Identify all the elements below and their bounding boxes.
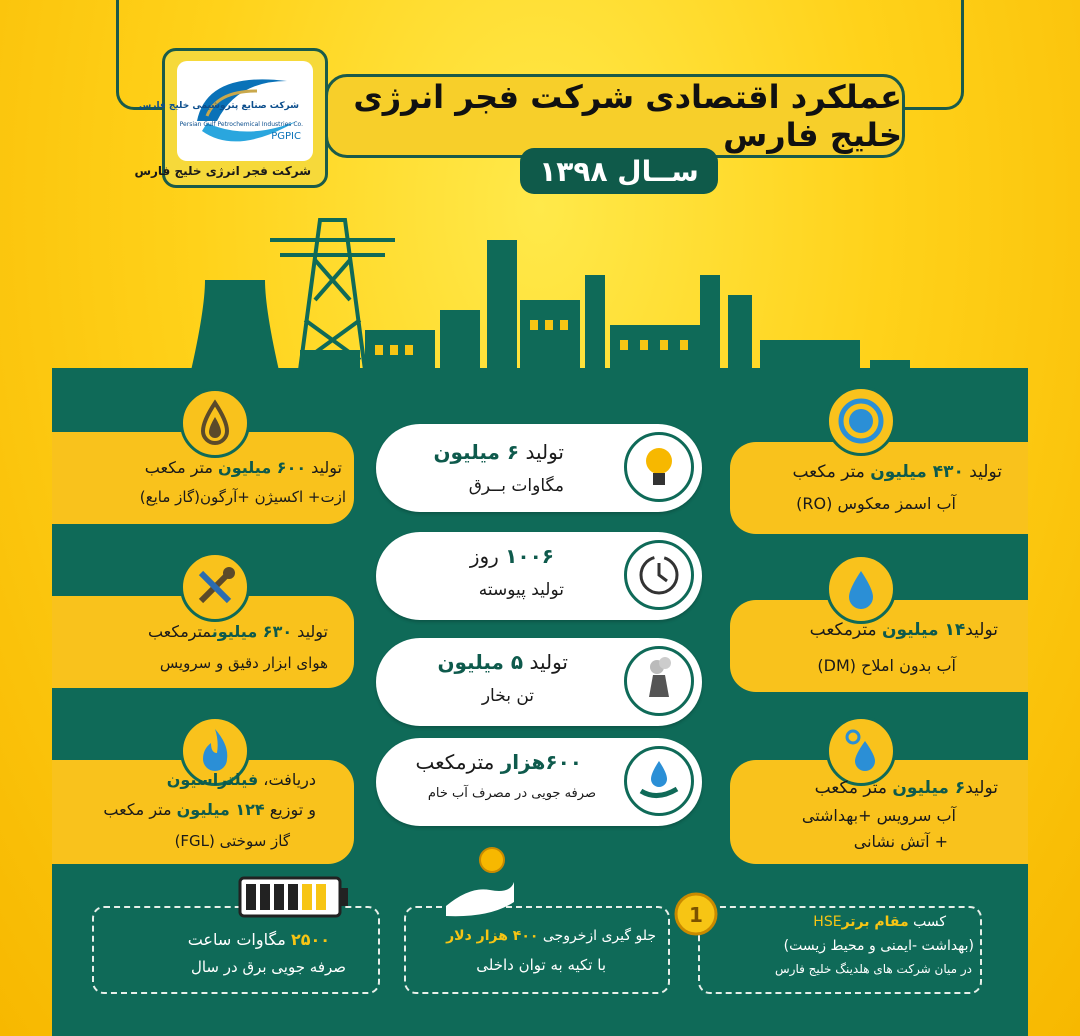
center-3-line1: [437, 650, 568, 674]
bottom-3-hse: HSE: [813, 914, 842, 930]
center-4-bold: ۶۰۰هزار: [500, 750, 582, 774]
left-3-bold0: فیلتراسیون: [166, 770, 259, 789]
left-2-pre: تولید: [292, 622, 328, 641]
bottom-3-line3: در میان شرکت های هلدینگ خلیج فارس: [775, 962, 972, 976]
right-3-post: متر مکعب: [814, 778, 893, 798]
logo-emblem: [138, 61, 313, 161]
water-gear-icon: [826, 716, 896, 786]
left-1-post: متر مکعب: [144, 458, 219, 477]
bottom-2-bold: ۴۰۰ هزار دلار: [446, 928, 539, 944]
logo-fa: شرکت صنایع پتروشیمی خلیج فارس: [138, 101, 299, 111]
center-1-pre: تولید: [519, 440, 564, 464]
center-2-line1: [470, 544, 554, 568]
right-2-pre: تولید: [965, 620, 998, 640]
left-3-post: متر مکعب: [103, 800, 177, 819]
right-stat-3-line1: [815, 778, 998, 798]
bottom-3-pre: کسب: [908, 914, 946, 930]
center-2-line2: تولید پیوسته: [478, 580, 564, 600]
year-badge: [520, 148, 718, 194]
oil-drop-icon: [180, 388, 250, 458]
water-drop-icon: [826, 554, 896, 624]
logo-abbr: PGPIC: [271, 131, 301, 142]
tools-icon: [180, 552, 250, 622]
medal-number: 1: [689, 903, 703, 927]
lightbulb-icon: [624, 432, 694, 502]
recycle-water-icon: [826, 386, 896, 456]
center-1-bold: ۶ میلیون: [433, 440, 520, 464]
right-stat-3-line3: + آتش نشانی: [853, 832, 948, 851]
right-1-pre: تولید: [963, 462, 1002, 482]
right-2-post: مترمکعب: [809, 620, 883, 640]
page-title: عملکرد اقتصادی شرکت فجر انرژی خلیج فارس: [353, 78, 902, 154]
left-stat-2-line1: [148, 622, 328, 641]
steam-icon: [624, 646, 694, 716]
left-stat-3-line1: [103, 800, 316, 819]
right-stat-2-line2: آب بدون املاح (DM): [817, 656, 956, 675]
left-3-bold: ۱۲۴ میلیون: [176, 800, 265, 819]
center-3-bold: ۵ میلیون: [437, 650, 524, 674]
center-3-line2: تن بخار: [481, 686, 534, 706]
right-card: [730, 442, 1028, 534]
logo-caption: شرکت فجر انرژی خلیج فارس: [134, 164, 311, 178]
right-stat-1-line1: [792, 462, 1002, 482]
battery-icon: [238, 876, 350, 918]
year-label: ســال ۱۳۹۸: [539, 154, 699, 188]
bottom-3-line2: (بهداشت -ایمنی و محیط زیست): [783, 938, 974, 954]
left-1-pre: تولید: [306, 458, 342, 477]
right-stat-1-line2: آب اسمز معکوس (RO): [796, 494, 956, 513]
hand-water-icon: [624, 746, 694, 816]
bottom-2-line2: با تکیه به توان داخلی: [476, 956, 606, 974]
clock-cycle-icon: [624, 540, 694, 610]
factory-skyline: [0, 200, 1080, 380]
left-stat-2-line2: هوای ابزار دقیق و سرویس: [159, 654, 328, 672]
center-2-bold: ۱۰۰۶: [505, 544, 554, 568]
left-stat-1-line2: ازت+ اکسیژن +آرگون(گاز مایع): [139, 488, 346, 506]
right-stat-2-line1: [810, 620, 998, 640]
left-stat-3-line0: [167, 770, 316, 789]
bottom-3-bold: مقام برتر: [841, 914, 909, 930]
bottom-box-energy: [92, 906, 380, 994]
center-4-line1: [416, 750, 583, 774]
right-stat-3-line2: آب سرویس +بهداشتی: [801, 806, 956, 825]
center-4-post: مترمکعب: [415, 750, 501, 774]
right-3-bold: ۶ میلیون: [892, 778, 966, 798]
bottom-2-pre: جلو گیری ازخروجی: [538, 928, 656, 944]
medal-icon: [664, 866, 728, 940]
right-1-post: متر مکعب: [792, 462, 871, 482]
center-3-pre: تولید: [523, 650, 568, 674]
center-2-post: روز: [469, 544, 506, 568]
left-3-pre: و توزیع: [264, 800, 316, 819]
bottom-1-line1: [188, 930, 330, 949]
left-stat-3-line2: گاز سوختی (FGL): [174, 832, 290, 850]
title-bar: [325, 74, 905, 158]
bottom-3-line1: [813, 914, 946, 930]
left-3-line0: دریافت،: [258, 770, 316, 789]
bottom-1-bold: ۲۵۰۰: [290, 930, 330, 949]
left-1-bold: ۶۰۰ میلیون: [218, 458, 307, 477]
center-1-line2: مگاوات بــرق: [468, 476, 564, 496]
coin-hand-icon: [440, 846, 520, 920]
center-1-line1: [433, 440, 564, 464]
company-logo: [134, 48, 328, 188]
right-1-bold: ۴۳۰ میلیون: [870, 462, 964, 482]
bottom-2-line1: [446, 928, 656, 944]
left-2-post: مترمکعب: [147, 622, 212, 641]
bottom-1-post: مگاوات ساعت: [187, 930, 291, 949]
left-2-bold: ۶۳۰ میلیون: [211, 622, 293, 641]
logo-en: Persian Gulf Petrochemical Industries Co.: [179, 121, 303, 128]
bottom-1-line2: صرفه جویی برق در سال: [190, 958, 346, 976]
right-2-bold: ۱۴ میلیون: [882, 620, 966, 640]
left-stat-1-line1: [145, 458, 342, 477]
center-4-line2: صرفه جویی در مصرف آب خام: [427, 786, 596, 801]
right-3-pre: تولید: [965, 778, 998, 798]
